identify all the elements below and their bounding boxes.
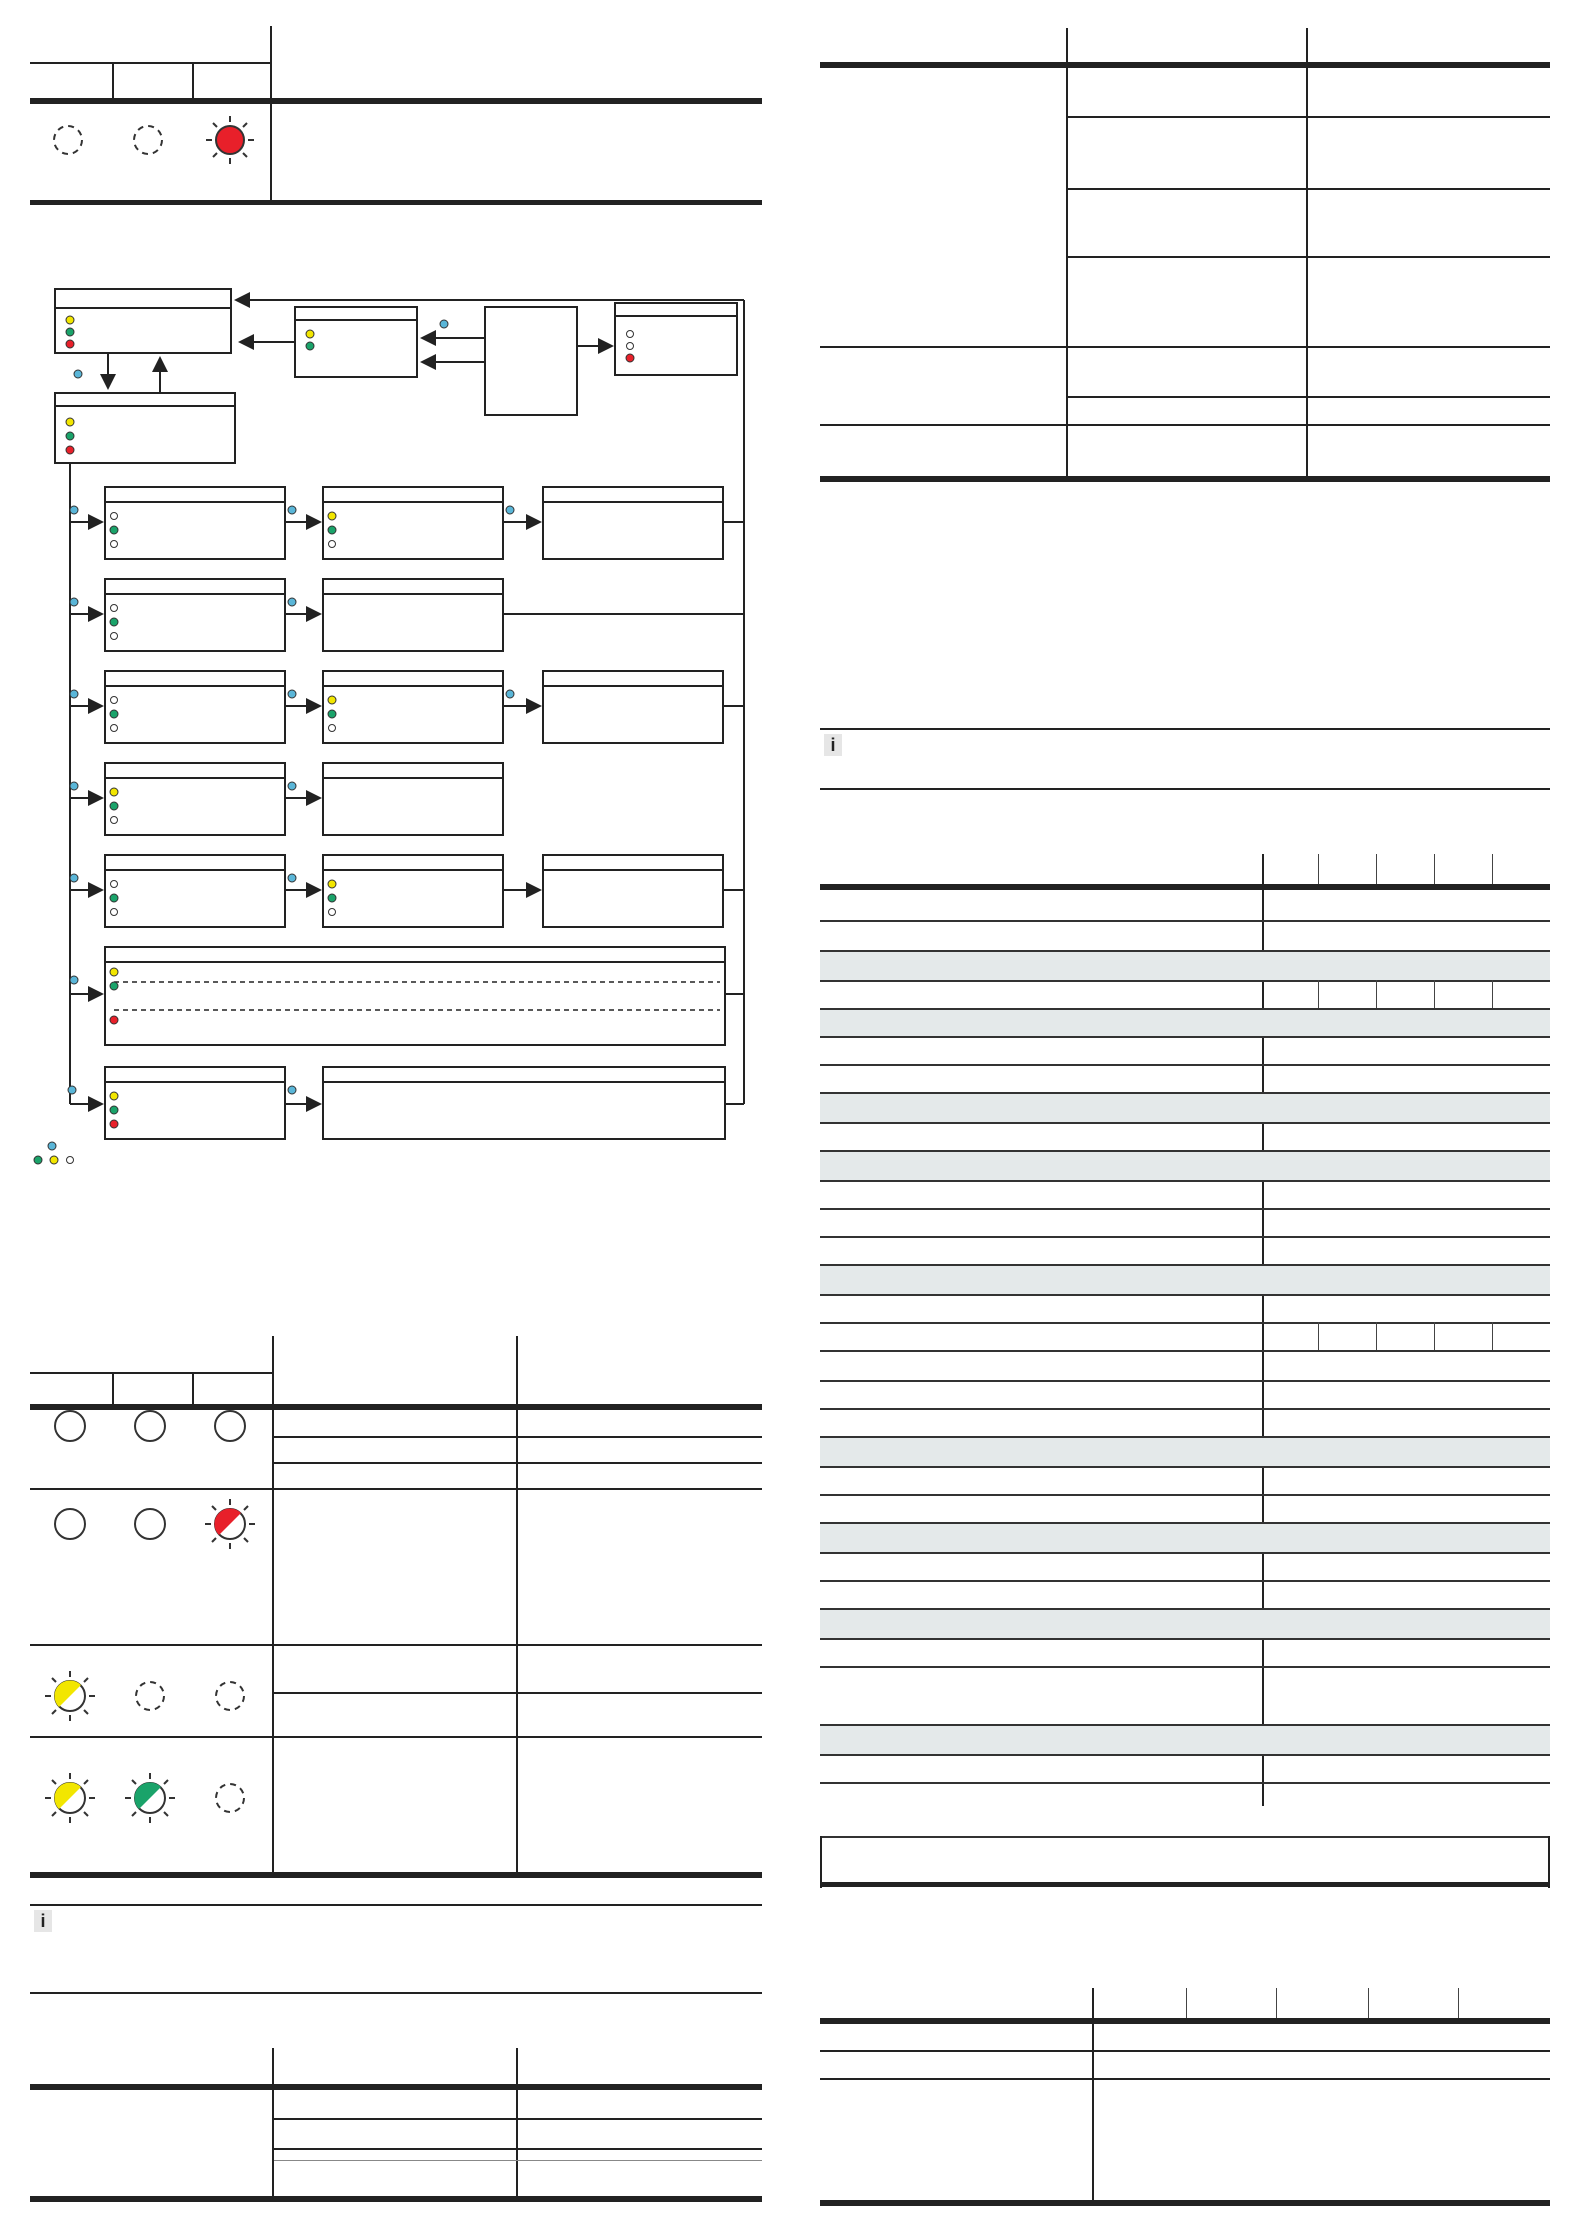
section-band: [820, 952, 1550, 980]
section-band: [820, 1094, 1550, 1122]
parameter-table: [820, 854, 1550, 1888]
menu-flow-diagram: [30, 280, 760, 1170]
led-red-on-icon: [206, 116, 254, 164]
table-bottom-right: [820, 1988, 1550, 2210]
button-press-icon: [48, 320, 514, 1150]
section-band: [820, 1726, 1550, 1754]
led-green-flashing-icon: [125, 1773, 175, 1823]
led-off-icon: [54, 126, 82, 154]
led-off-icon: [135, 1509, 165, 1539]
led-off-icon: [135, 1411, 165, 1441]
led-row-icons: [30, 116, 270, 186]
led-off-icon: [55, 1509, 85, 1539]
led-off-icon: [55, 1411, 85, 1441]
led-flashing-off-icon: [216, 1682, 244, 1710]
led-status-icons: [30, 1406, 272, 1876]
table-bottom-left: [30, 2048, 762, 2204]
info-note-left: [30, 1904, 762, 1996]
section-band: [820, 1610, 1550, 1638]
led-red-flashing-icon: [205, 1499, 255, 1549]
table-top-right: [820, 28, 1550, 484]
section-band: [820, 1152, 1550, 1180]
led-flashing-off-icon: [136, 1682, 164, 1710]
section-band: [820, 1266, 1550, 1294]
led-yellow-flashing-icon: [45, 1773, 95, 1823]
led-status-table: [30, 1336, 762, 1882]
led-status-table-top: [30, 26, 762, 206]
led-yellow-flashing-icon: [45, 1671, 95, 1721]
info-note-right: [820, 728, 1550, 792]
section-band: [820, 1438, 1550, 1466]
led-off-icon: [215, 1411, 245, 1441]
section-band: [820, 1010, 1550, 1036]
info-icon: i: [34, 1910, 52, 1932]
led-off-icon: [134, 126, 162, 154]
led-flashing-off-icon: [216, 1784, 244, 1812]
section-band: [820, 1524, 1550, 1552]
diagram-connectors: [30, 280, 760, 1170]
info-icon: i: [824, 734, 842, 756]
